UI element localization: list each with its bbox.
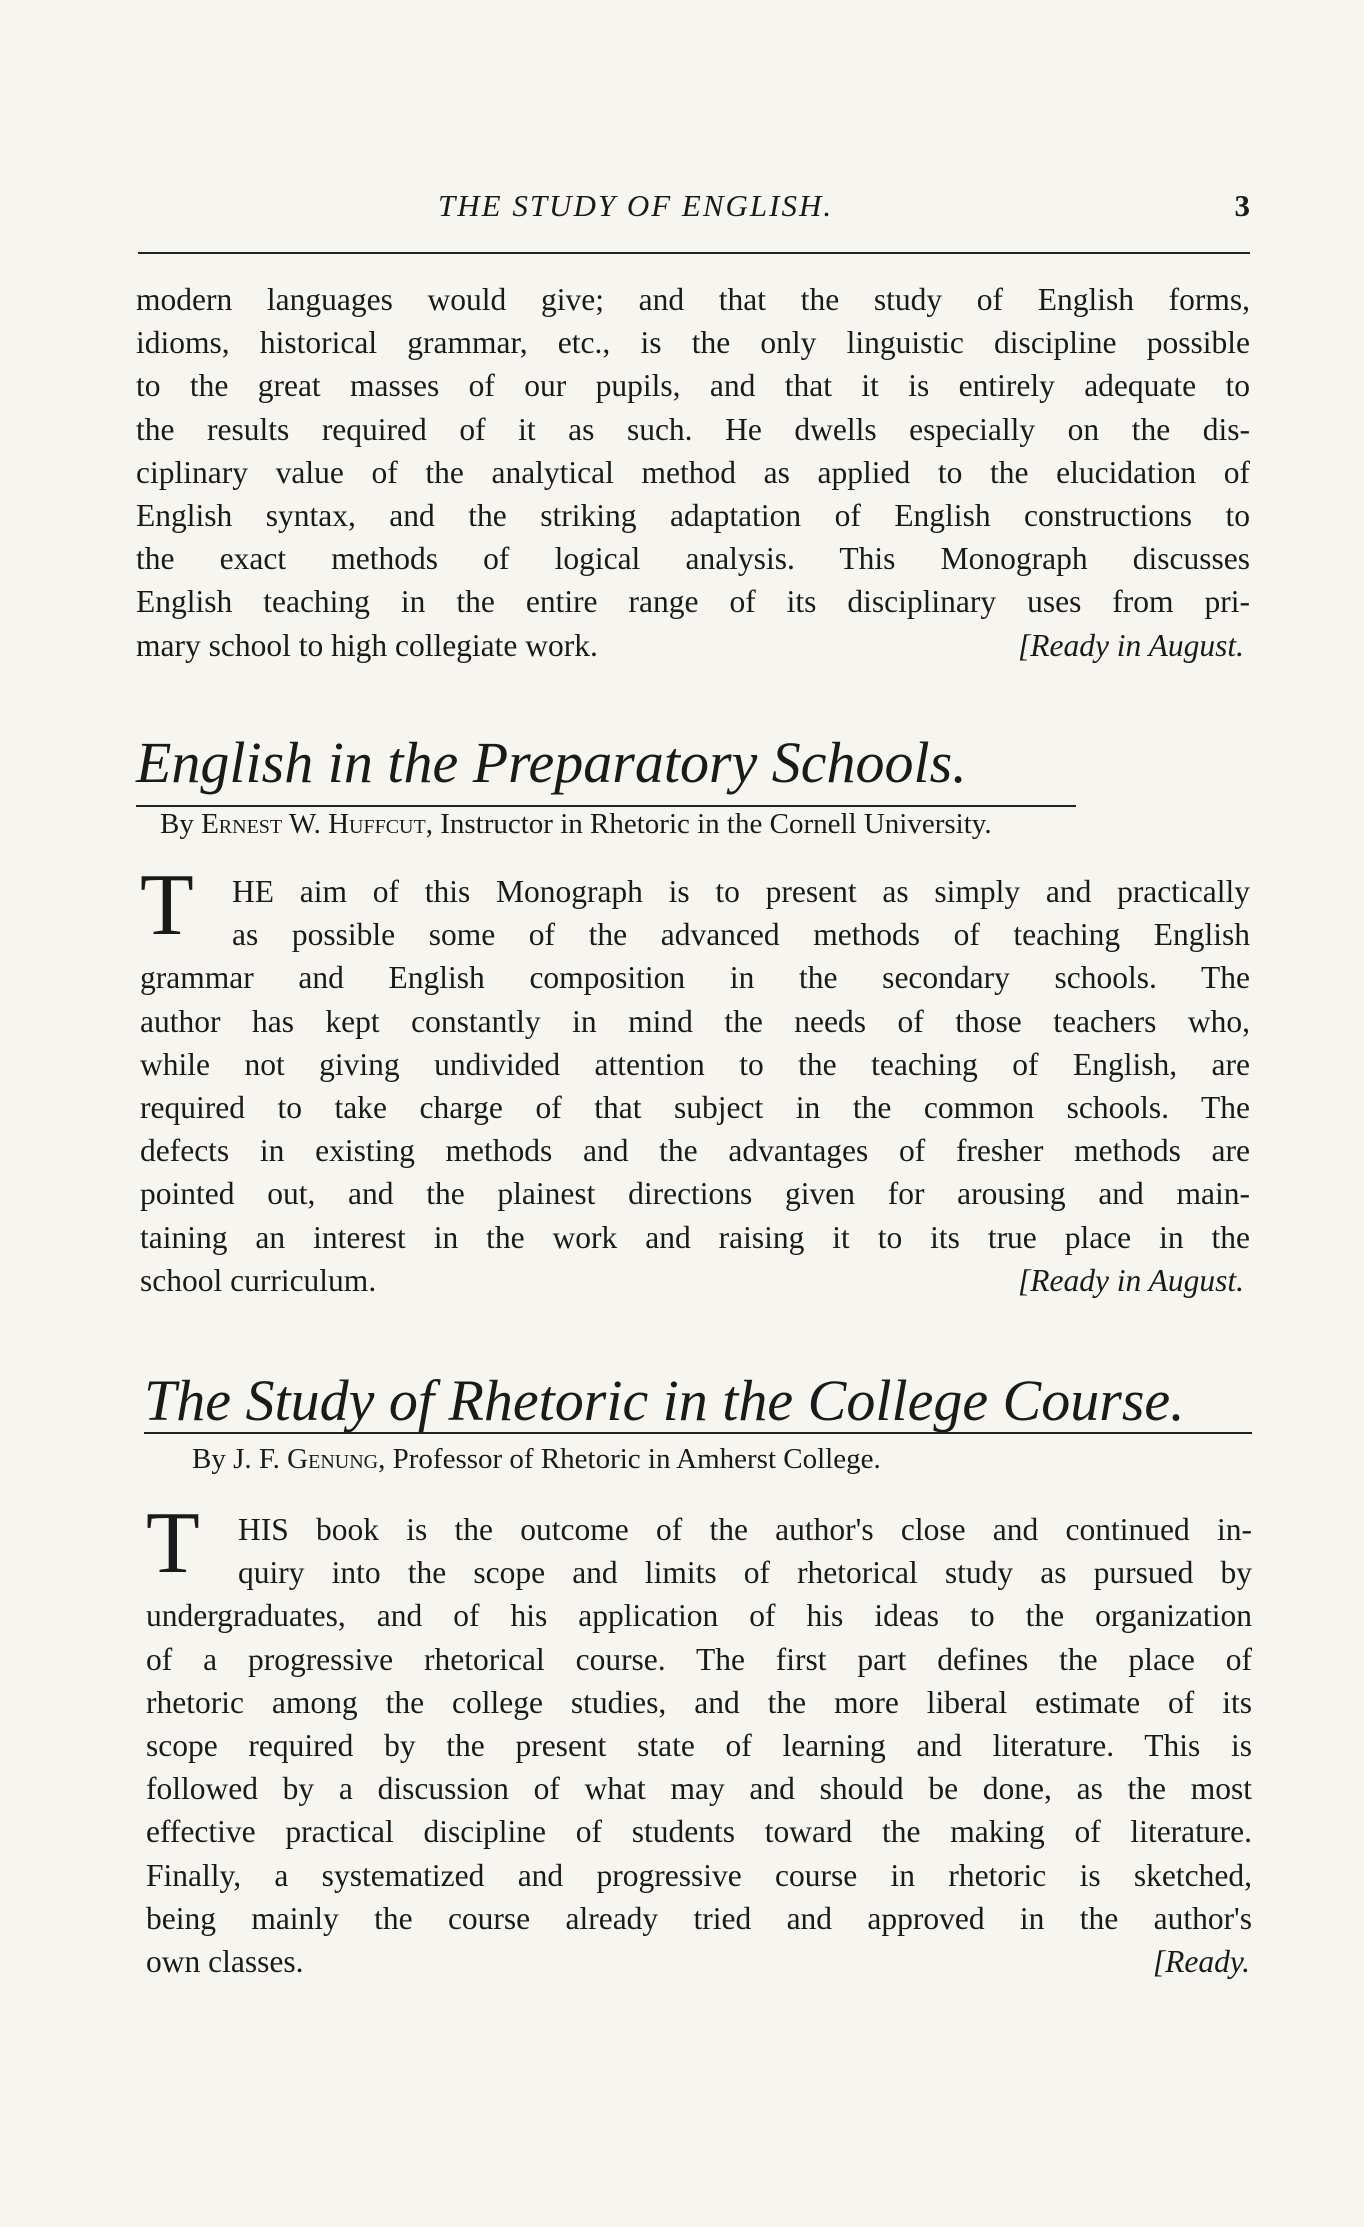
byline-by: By bbox=[192, 1443, 226, 1475]
section-title: The Study of Rhetoric in the College Course. bbox=[144, 1368, 1185, 1433]
text-line: English syntax, and the striking adaptation of English constructions to bbox=[136, 498, 1250, 534]
last-line-text: own classes. bbox=[146, 1944, 304, 1980]
text-line: modern languages would give; and that the study of English forms, bbox=[136, 282, 1250, 317]
ready-note: [Ready in August. bbox=[1017, 627, 1244, 663]
text-line: defects in existing methods and the advantages of fresher methods are bbox=[140, 1133, 1250, 1169]
drop-cap: T bbox=[140, 857, 194, 954]
text-line: the results required of it as such. He dwells especially on the dis- bbox=[136, 411, 1250, 447]
author-affiliation: Instructor in Rhetoric in the Cornell University. bbox=[440, 808, 992, 840]
text-line-last bbox=[136, 624, 1250, 667]
text-line: author has kept constantly in mind the needs of those teachers who, bbox=[140, 1003, 1250, 1039]
text-line: as possible some of the advanced methods of teaching English bbox=[232, 917, 1250, 953]
text-line: idioms, historical grammar, etc., is the only linguistic discipline possible bbox=[136, 325, 1250, 361]
text-line: to the great masses of our pupils, and that it is entirely adequate to bbox=[136, 368, 1250, 404]
author-name: J. F. Genung, bbox=[233, 1443, 386, 1475]
last-line-text: mary school to high collegiate work. bbox=[136, 627, 598, 663]
text-line: taining an interest in the work and raising it to its true place in the bbox=[140, 1219, 1250, 1255]
ready-note: [Ready in August. bbox=[1017, 1262, 1244, 1298]
byline bbox=[192, 1443, 881, 1476]
text-line: required to take charge of that subject in the common schools. The bbox=[140, 1090, 1250, 1126]
byline bbox=[160, 808, 992, 841]
byline-by: By bbox=[160, 808, 194, 840]
last-line-text: school curriculum. bbox=[140, 1262, 377, 1298]
text-line: ciplinary value of the analytical method as applied to the elucidation of bbox=[136, 454, 1250, 490]
text-line: HE aim of this Monograph is to present as simply and practically bbox=[232, 874, 1250, 909]
text-line: rhetoric among the college studies, and the more liberal estimate of its bbox=[146, 1684, 1252, 1720]
drop-cap: T bbox=[146, 1495, 200, 1592]
section-paragraph bbox=[140, 870, 1250, 1302]
text-line: English teaching in the entire range of its disciplinary uses from pri- bbox=[136, 584, 1250, 620]
title-rule bbox=[136, 805, 1076, 807]
text-line: the exact methods of logical analysis. This Monograph discusses bbox=[136, 541, 1250, 577]
header-rule bbox=[138, 252, 1250, 254]
page-number: 3 bbox=[1234, 188, 1250, 223]
text-line: HIS book is the outcome of the author's close and continued in- bbox=[238, 1512, 1252, 1547]
text-line: quiry into the scope and limits of rhetorical study as pursued by bbox=[238, 1555, 1252, 1591]
section-title: English in the Preparatory Schools. bbox=[136, 730, 967, 795]
title-rule bbox=[144, 1432, 1252, 1434]
text-line: effective practical discipline of students toward the making of literature. bbox=[146, 1814, 1252, 1850]
text-line: Finally, a systematized and progressive course in rhetoric is sketched, bbox=[146, 1857, 1252, 1893]
text-line: scope required by the present state of learning and literature. This is bbox=[146, 1728, 1252, 1764]
running-head bbox=[138, 188, 1250, 238]
text-line: grammar and English composition in the secondary schools. The bbox=[140, 960, 1250, 996]
text-line-last bbox=[146, 1940, 1252, 1983]
running-title: THE STUDY OF ENGLISH. bbox=[438, 188, 834, 223]
section-paragraph bbox=[146, 1508, 1252, 1983]
text-line: pointed out, and the plainest directions given for arousing and main- bbox=[140, 1176, 1250, 1212]
text-line: while not giving undivided attention to the teaching of English, are bbox=[140, 1046, 1250, 1082]
ready-note: [Ready. bbox=[1152, 1944, 1250, 1980]
text-line: being mainly the course already tried and approved in the author's bbox=[146, 1900, 1252, 1936]
author-name: Ernest W. Huffcut, bbox=[201, 808, 433, 840]
text-line: of a progressive rhetorical course. The first part defines the place of bbox=[146, 1641, 1252, 1677]
author-affiliation: Professor of Rhetoric in Amherst College. bbox=[392, 1443, 881, 1475]
text-line: undergraduates, and of his application of his ideas to the organization bbox=[146, 1598, 1252, 1634]
text-line: followed by a discussion of what may and should be done, as the most bbox=[146, 1771, 1252, 1807]
text-line-last bbox=[140, 1259, 1250, 1302]
intro-paragraph bbox=[136, 278, 1250, 667]
